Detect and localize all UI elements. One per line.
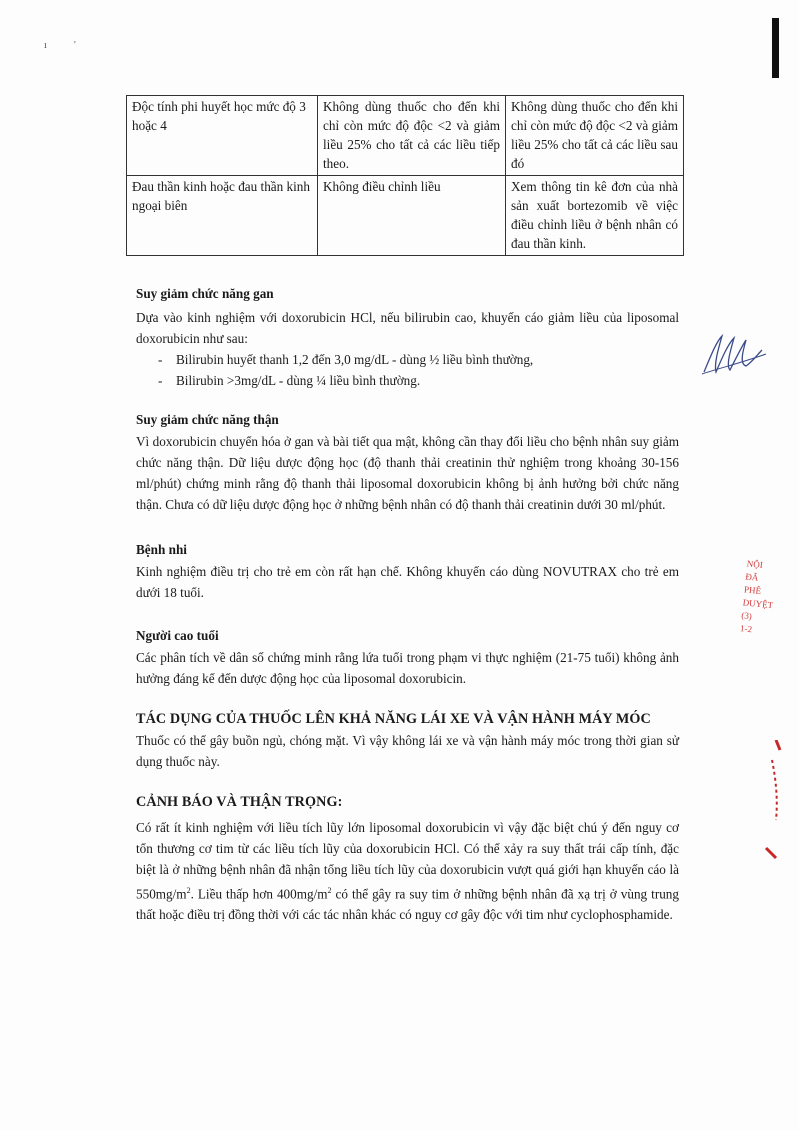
table-cell: Không dùng thuốc cho đến khi chỉ còn mức độ độc <2 và giảm liều 25% cho tất cả các liều sau đó: [506, 96, 684, 176]
pediatric-text: Kinh nghiệm điều trị cho trẻ em còn rất hạn chế. Không khuyến cáo dùng NOVUTRAX cho trẻ em dưới 18 tuổi.: [136, 564, 679, 600]
section-title-warnings: CẢNH BÁO VÀ THẬN TRỌNG:: [136, 794, 343, 810]
section-title-elderly: Người cao tuổi: [136, 628, 219, 643]
table-cell: Không dùng thuốc cho đến khi chỉ còn mức độ độc <2 và giảm liều 25% cho tất cả các liều tiếp theo.: [318, 96, 506, 176]
list-item: - Bilirubin huyết thanh 1,2 đến 3,0 mg/dL - dùng ½ liều bình thường,: [158, 349, 679, 370]
scan-edge-bar: [772, 18, 779, 78]
hepatic-list: [136, 349, 679, 391]
warnings-text: Có rất ít kinh nghiệm với liều tích lũy lớn liposomal doxorubicin vì vậy đặc biệt chú ý đến nguy cơ tổn thương cơ tim từ các liều tích lũy của doxorubicin HCl. Có thể xảy ra suy thất trái cấp tính, đặc biệt là ở những bệnh nhân đã nhận tổng liều tích lũy của doxorubicin vượt quá giới hạn khuyến cáo là $550mg/m^2$. Liều thấp hơn $400mg/m^2$ có thể gây ra suy tim ở những bệnh nhân đã xạ trị ở vùng trung thất hoặc điều trị đồng thời với các tác nhân khác có nguy cơ gây độc với tim như cyclophosphamide.: [136, 820, 679, 923]
section-title-pediatric: Bệnh nhi: [136, 542, 187, 557]
driving-text: Thuốc có thể gây buồn ngủ, chóng mặt. Vì vậy không lái xe và vận hành máy móc trong thời gian sử dụng thuốc này.: [136, 733, 679, 769]
handwritten-signature: [700, 328, 770, 378]
list-item: - Bilirubin >3mg/dL - dùng ¼ liều bình thường.: [158, 370, 679, 391]
table-row: [127, 96, 684, 176]
section-title-hepatic: Suy giảm chức năng gan: [136, 286, 274, 301]
section-title-renal: Suy giảm chức năng thận: [136, 412, 279, 427]
document-body: [136, 283, 679, 925]
approval-stamp: NỘI ĐÃ PHÊ DUYỆT (3) 1-2: [739, 558, 774, 635]
section-title-driving: TÁC DỤNG CỦA THUỐC LÊN KHẢ NĂNG LÁI XE VÀ VẬN HÀNH MÁY MÓC: [136, 711, 651, 727]
page-mark-left: ı: [44, 40, 47, 51]
table-cell: Đau thần kinh hoặc đau thần kinh ngoại biên: [127, 176, 318, 256]
table-cell: Độc tính phi huyết học mức độ 3 hoặc 4: [127, 96, 318, 176]
dose-adjustment-table: [126, 95, 684, 256]
table-cell: Xem thông tin kê đơn của nhà sản xuất bortezomib về việc điều chỉnh liều ở bệnh nhân có đau thần kinh.: [506, 176, 684, 256]
elderly-text: Các phân tích về dân số chứng minh rằng lứa tuổi trong phạm vi thực nghiệm (21-75 tuổi) không ảnh hưởng đáng kể đến dược động học của liposomal doxorubicin.: [136, 650, 679, 686]
table-row: [127, 176, 684, 256]
renal-text: Vì doxorubicin chuyển hóa ở gan và bài tiết qua mật, không cần thay đổi liều cho bệnh nhân suy giảm chức năng thận. Dữ liệu dược động học (độ thanh thải creatinin thử nghiệm trong khoảng 30-156 ml/phút) chứng minh rằng độ thanh thải liposomal doxorubicin không bị ảnh hưởng bởi chức năng thận. Chưa có dữ liệu dược động học ở những bệnh nhân có độ thanh thải creatinin dưới 30 ml/phút.: [136, 434, 679, 512]
hepatic-intro: Dựa vào kinh nghiệm với doxorubicin HCl, nếu bilirubin cao, khuyến cáo giảm liều của liposomal doxorubicin như sau:: [136, 310, 679, 346]
page-mark-right: ': [74, 40, 76, 51]
stamp-edge-marks: [762, 740, 792, 870]
table-cell: Không điều chỉnh liều: [318, 176, 506, 256]
